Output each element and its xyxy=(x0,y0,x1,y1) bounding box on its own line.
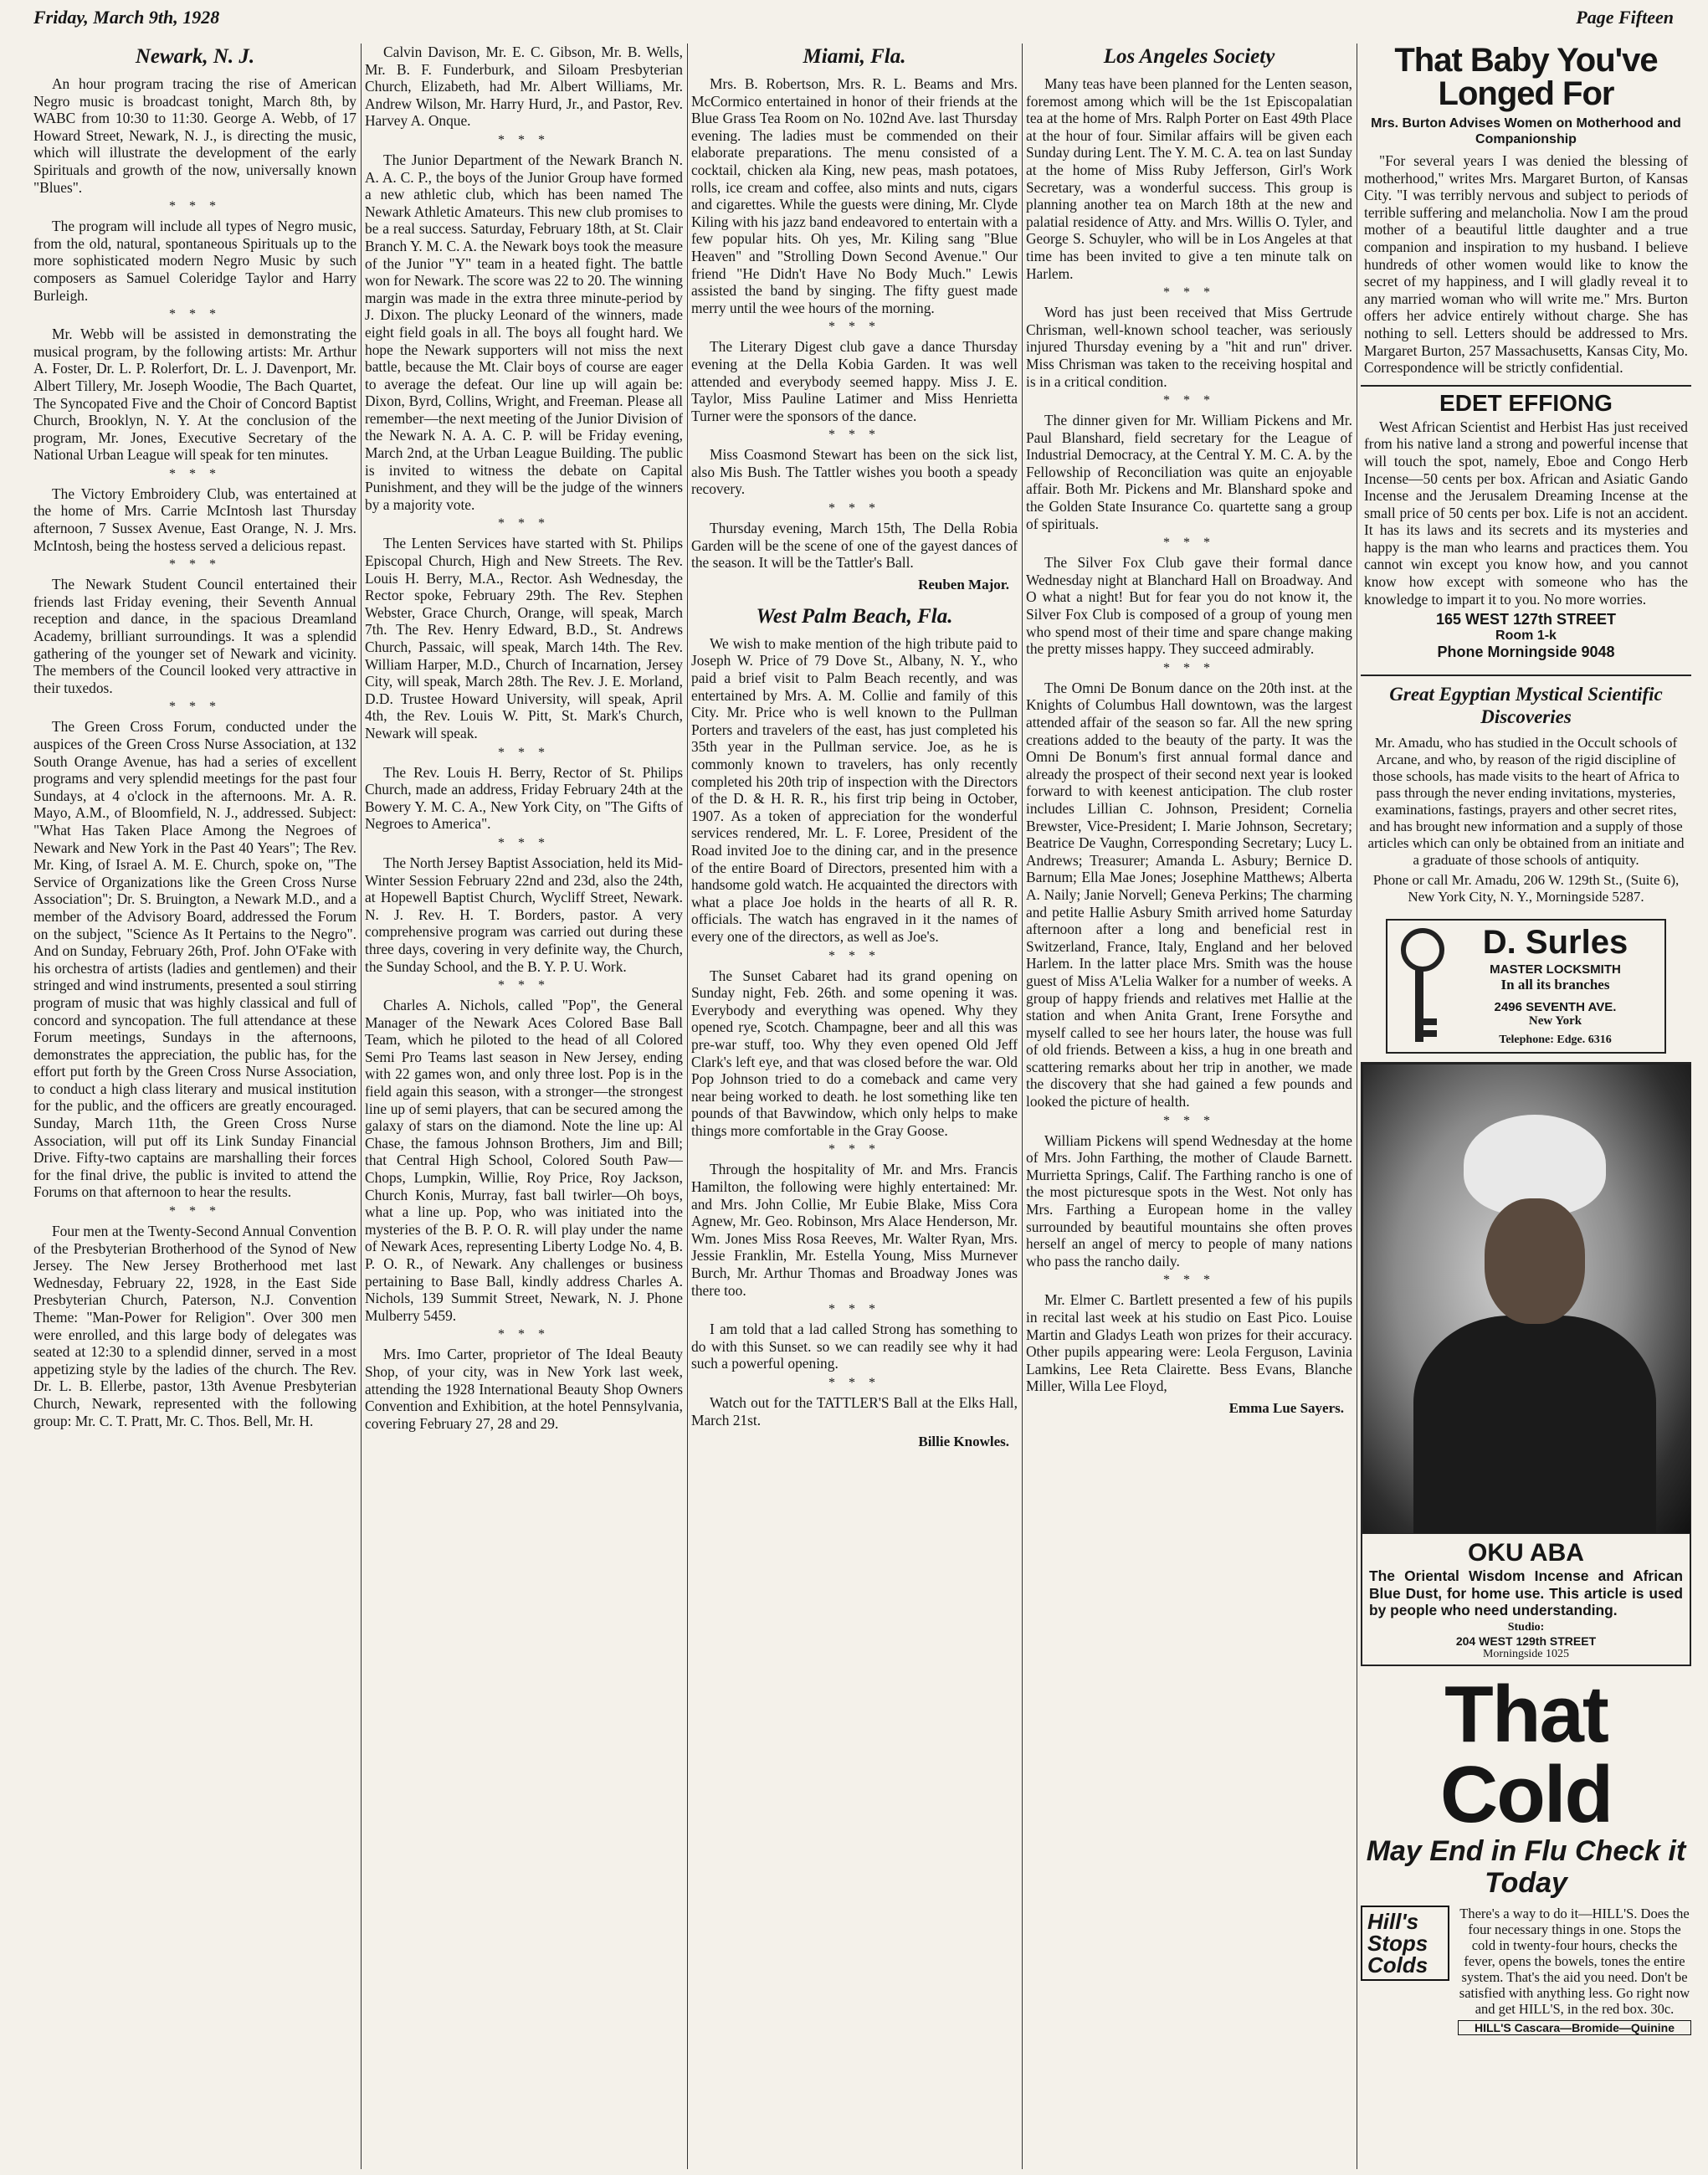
ad-oku-aba-studio: Studio: xyxy=(1507,1621,1545,1634)
article-paragraph: An hour program tracing the rise of American Negro music is broadcast tonight, March 8th, by WABC from 10:30 to 11:30. George A. Webb, of 17 Howard Street, Newark, N. J., is directing the music, which will illustrate the development of the early Spirituals and growth of the now, universally known "Blues". xyxy=(33,75,356,196)
article-paragraph: The Rev. Louis H. Berry, Rector of St. Philips Church, made an address, Friday February 24th at the Bowery Y. M. C. A., New York City, on "The Gifts of Negroes to America". xyxy=(365,763,683,833)
section-title-los-angeles: Los Angeles Society xyxy=(1103,45,1275,68)
ad-edet-effiong xyxy=(1361,385,1691,667)
separator: * * * xyxy=(828,948,880,963)
ad-oku-aba-address: 204 WEST 129th STREET xyxy=(1455,1634,1597,1649)
column-los-angeles xyxy=(1026,44,1352,2169)
article-paragraph: Many teas have been planned for the Lenten season, foremost among which will be the 1st Episcopalatian tea at the home of Mrs. Ralph Porter on East 49th Place at the hour of four. Similar affairs will be given each Sunday during Lent. The Y. M. C. A. tea on last Sunday at the home of Miss Ruby Jefferson, Girl's Work Secretary, was a wonderful success. This group is planning another tea on March 18th at the new and palatial residence of Atty. and Mrs. Willis O. Tyler, and George S. Schuyler, who will be in Los Angeles at that time has been invited to give a ten minute talk on Harlem. xyxy=(1026,75,1352,282)
separator: * * * xyxy=(498,132,550,147)
column-rule xyxy=(687,44,688,2169)
page-header xyxy=(33,7,1674,40)
separator: * * * xyxy=(169,466,221,481)
column-rule xyxy=(1022,44,1023,2169)
article-paragraph: Charles A. Nichols, called "Pop", the General Manager of the Newark Aces Colored Base Ball Team, which he piloted to the head of all Colored Semi Pro Teams last season in New Jersey, ending with 22 games won, and only three lost. Pop is in the field again this season, with a stronger—the strongest line up of semi players, that can be secured among the galaxy of stars on the diamond. Note the line up: Al Chase, the famous Johnson Brothers, Jim and Bill; that Central High School, Colored South Paw—Chops, Lumpkin, Willie, Roy Price, Roy Jackson, Church Konis, Murray, fast ball twirler—Oh boys, what a line up. Pop, who was initiated into the mysteries of the B. P. O. R. will play under the name of Newark Aces, representing Liberty Lodge No. 4, B. P. O. R., of Newark. Any challenges or business pertaining to Base Ball, kindly address Charles A. Nichols, 139 Summit Street, Newark, N. J. Phone Mulberry 5459. xyxy=(365,997,683,1324)
article-paragraph: Mrs. B. Robertson, Mrs. R. L. Beams and Mrs. McCormico entertained in honor of their friends at the Blue Grass Tea Room on No. 102nd Ave. last Thursday evening. The ladies must be commended on their elaborate preparations. The menu consisted of a cocktail, chicken ala King, new peas, mash potatoes, rolls, ice cream and coffee, also mints and nuts, cigars and cigarettes. While the guests were dining, Mr. Clyde Kiling with his jazz band endeavored to entertain with a few popular hits. Oh yes, Mr. Kiling sang "Blue Heaven" and "Strolling Down Second Avenue." Our friend "He Didn't Have No Body Much." Lewis assisted the band by singing. The fifty guest made merry until the wee hours of the morning. xyxy=(691,75,1018,316)
article-paragraph: Through the hospitality of Mr. and Mrs. Francis Hamilton, the following were highly entertained: Mr. and Mrs. John Collie, Mr Eubie Blake, Miss Cora Agnew, Mr. Geo. Robinson, Mrs Alace Henderson, Mr. Wm. Jones Miss Rosa Reeves, Mr. Walter Ryan, Mrs. Jessie Franklin, Mr. Estella Young, Miss Murnever Burch, Mr. Arthur Thomas and Broadway Jones was there too. xyxy=(691,1161,1018,1299)
ad-oku-aba-body: The Oriental Wisdom Incense and African Blue Dust, for home use. This article is used by people who need understanding. xyxy=(1369,1567,1683,1619)
ad-oku-aba xyxy=(1361,1062,1691,1666)
article-paragraph: The Victory Embroidery Club, was entertained at the home of Mrs. Carrie McIntosh last Thursday afternoon, 7 Sussex Avenue, East Orange, N. J. Mrs. McIntosh, being the hostess served a delicious repast. xyxy=(33,485,356,554)
ad-cold-subtitle: May End in Flu Check it Today xyxy=(1366,1835,1686,1900)
separator: * * * xyxy=(828,1142,880,1157)
ad-egypt-title: Great Egyptian Mystical Scientific Discoveries xyxy=(1389,684,1663,728)
section-title-newark: Newark, N. J. xyxy=(135,45,255,68)
ad-edet-phone: Phone Morningside 9048 xyxy=(1437,644,1615,661)
column-newark-continued xyxy=(365,44,683,2169)
article-paragraph: The Literary Digest club gave a dance Thursday evening at the Della Kobia Garden. It was well attended and everybody seemed happy. Miss J. E. Taylor, Miss Pauline Latimer and Miss Henrietta Turner were the sponsors of the dance. xyxy=(691,338,1018,424)
page-number: Page Fifteen xyxy=(1576,7,1674,28)
article-paragraph: The Green Cross Forum, conducted under the auspices of the Green Cross Nurse Association, at 132 South Orange Avenue, has had a series of excellent programs and very splendid meetings for the past four Sundays, at 4 o'clock in the afternoons. Mr. A. R. Mayo, A.M., of Bloomfield, N. J., addressed. Subject: "What Has Taken Place Among the Negroes of Newark and New York in the Past 40 Years"; The Rev. Mr. King, of Israel A. M. E. Church, spoke on, "The Service of Organizations like the Green Cross Nurse Association"; Dr. S. Bruington, a Newark M.D., and a member of the Advisory Board, addressed the Forum on the subject, "Science As It Pertains to the Negro". And on Sunday, February 26th, Prof. John O'Fake with his orchestra of artists (ladies and gentlemen) and their stringed and wind instruments, presented a soul stirring program of music that was highly classical and full of concord and syncopation. The full attendance at these Forum meetings, Sundays in the afternoons, demonstrates the appreciation, the public has, for the effort put forth by the Green Cross Nurse Association, to conduct a high class literary and musical institution for the public, and the officers are greatly encouraged. Sunday, March 11th, the Green Cross Nurse Association, will put off its Link Sunday Financial Drive. Fifty-two captains are marshalling their forces for the final drive, the public is invited to attend the Forums on that afternoon to hear the results. xyxy=(33,718,356,1201)
ad-egypt-body: Mr. Amadu, who has studied in the Occult schools of Arcane, and who, by reason of the rigid discipline of those schools, has made visits to the heart of Africa to pass through the never ending invitations, mysteries, examinations, fastings, prayers and other secret rites, and has brought new information and a supply of those articles which can only be obtained from an initiate and a graduate of those schools of antiquity. xyxy=(1367,735,1685,869)
ad-baby-subtitle: Mrs. Burton Advises Women on Motherhood and Companionship xyxy=(1371,116,1681,146)
separator: * * * xyxy=(498,978,550,993)
ad-surles-name: D. Surles xyxy=(1482,924,1628,962)
article-paragraph: The program will include all types of Negro music, from the old, natural, spontaneous Spirituals up to the more sophisticated modern Negro Music by such composers as Samuel Coleridge Taylor and Harry Burleigh. xyxy=(33,218,356,304)
article-paragraph: Miss Coasmond Stewart has been on the sick list, also Mis Bush. The Tattler wishes you booth a speady recovery. xyxy=(691,446,1018,498)
column-rule xyxy=(361,44,362,2169)
ad-edet-address: 165 WEST 127th STREET xyxy=(1435,611,1617,628)
separator: * * * xyxy=(169,557,221,572)
byline: Billie Knowles. xyxy=(918,1434,1009,1450)
ad-oku-aba-phone: Morningside 1025 xyxy=(1482,1648,1570,1661)
separator: * * * xyxy=(169,700,221,715)
ad-surles-address: 2496 SEVENTH AVE. xyxy=(1494,1000,1617,1015)
byline: Emma Lue Sayers. xyxy=(1228,1399,1344,1416)
separator: * * * xyxy=(1163,1113,1215,1128)
ad-surles-line2: In all its branches xyxy=(1500,977,1610,993)
article-paragraph: We wish to make mention of the high tribute paid to Joseph W. Price of 79 Dove St., Albany, N. Y., who paid a brief visit to Palm Beach recently, and was entertained by Mrs. A. M. Collie and family of this City. Mr. Price who is well known to the Pullman Porters and travelers of the east, has just completed his 35th year in the Pullman service. Joe, as he is commonly known to travelers, has only recently completed his 20th trip of inspection with the Directors of the D. & H. R. R., his first trip being in October, 1907. As a token of appreciation for the wonderful services rendered, Mr. L. F. Loree, President of the Road invited Joe to the dining car, and in the presence of the entire Board of Directors, presented him with a handsome gold watch. He acquainted the directors with what a place Joe holds in the hearts of all R. R. officials. The watch has engraved in it the names of every one of the directors, as well as Joe's. xyxy=(691,634,1018,945)
article-paragraph: The Omni De Bonum dance on the 20th inst. at the Knights of Columbus Hall downtown, was the largest attended affair of the season so far. All the new spring creations added to the beauty of the party. It was the Omni De Bonum's first annual formal dance and already the prospect of their second next year is looked forward to with keenest anticipation. The club roster includes Lillian C. Johnson, President; Cornelia Brewster, Vice-President; I. Marie Johnson, Secretary; Beatrice De Vaughn, Corresponding Secretary; Lucy L. Andrews; Treasurer; Amanda L. Asbury; Bernice D. Barnum; Ella Mae Jones; Josephine Matthews; Alberta A. Naily; Janie Norvell; Geneva Perkins; The charming and petite Hallie Asbury Smith arrived home Saturday afternoon after a long and beneficial rest in Switzerland, France, Italy, England and her beloved Harlem. In the latter place Mrs. Smith was the house guest of Miss A'Lelia Walker for a number of weeks. A group of happy friends and relatives met Hallie at the station and when Anita Grant, Irene Forsythe and myself called to see her hours later, the house was full of old friends. Between a kiss, a hug in one breath and scattering remarks about her trip in another, we made the discovery that she had gained a few pounds and looked the picture of health. xyxy=(1026,679,1352,1111)
separator: * * * xyxy=(498,745,550,760)
separator: * * * xyxy=(1163,285,1215,300)
article-paragraph: Mr. Webb will be assisted in demonstrating the musical program, by the following artists: Mr. Arthur A. Foster, Dr. L. P. Rolerfort, Dr. L. J. Davenport, Mr. Albert Tillery, Mr. Joseph Woodie, The Bach Quartet, The Syncopated Five and the Choir of Concord Baptist Church, Brooklyn, N. Y. At the conclusion of the program, Mr. Jones, Executive Secretary of the National Urban League will speak for ten minutes. xyxy=(33,326,356,464)
hills-brand-badge: Hill's Stops Colds xyxy=(1361,1906,1449,1981)
separator: * * * xyxy=(1163,1273,1215,1288)
column-newark xyxy=(33,44,356,2169)
ad-surles-phone: Telephone: Edge. 6316 xyxy=(1499,1034,1612,1047)
separator: * * * xyxy=(498,835,550,850)
article-paragraph: The Junior Department of the Newark Branch N. A. A. C. P., the boys of the Junior Group have formed a new athletic club, which has been named The Newark Athletic Amateurs. This new club promises to be a real success. Saturday, February 18th, at St. Clair Branch Y. M. C. A. the Newark boys took the measure of the Junior "Y" team in a heated fight. The battle won for Newark. The score was 22 to 20. The winning margin was made in the extra three minute-period by J. Dixon. The plucky Leonard of the winners, made eight field goals in all. The boys all fought hard. We hope the Newark supporters will not miss the next battle, because the Mt. Clair boys of course are eager to average the defeat. Our line up will again be: Dixon, Byrd, Collins, Wright, and Freeman. Please all remember—the next meeting of the Junior Division of the Newark N. A. A. C. P. will be Friday evening, March 2nd, at the Urban League Building. The public is invited to witness the debate on Capital Punishment, and they will be the judge of the winners by a majority vote. xyxy=(365,151,683,513)
article-paragraph: Watch out for the TATTLER'S Ball at the Elks Hall, March 21st. xyxy=(691,1394,1018,1429)
ad-cold-title: That Cold xyxy=(1439,1670,1613,1840)
key-icon xyxy=(1394,928,1444,1045)
separator: * * * xyxy=(1163,536,1215,551)
ad-oku-aba-title: OKU ABA xyxy=(1468,1539,1584,1567)
article-paragraph: Word has just been received that Miss Gertrude Chrisman, well-known school teacher, was seriously injured Thursday evening by a "hit and run" driver. Miss Chrisman was taken to the receiving hospital and is in a critical condition. xyxy=(1026,304,1352,390)
separator: * * * xyxy=(828,1302,880,1317)
article-paragraph: The North Jersey Baptist Association, held its Mid-Winter Session February 22nd and 23d, also the 24th, at Hopewell Baptist Church, Wycliff Street, Newark. N. J. Rev. H. T. Borders, pastor. A very comprehensive program was carried out during these three days, covering in very definite way, the Church, the Sunday School, and the B. Y. P. U. Work. xyxy=(365,854,683,975)
ad-surles-line1: MASTER LOCKSMITH xyxy=(1490,962,1621,977)
byline: Reuben Major. xyxy=(918,576,1009,592)
ad-surles-city: New York xyxy=(1528,1014,1582,1029)
article-paragraph: William Pickens will spend Wednesday at the home of Mrs. John Farthing, the mother of Claude Barnett. Murrietta Springs, Calif. The Farthing rancho is one of the most picturesque spots in the West. Not only has Mrs. Farthing a European home in the valley surrounded by beautiful mountains she often proves herself an angel of mercy to people of many nations who pass the rancho daily. xyxy=(1026,1131,1352,1270)
ad-cold-footer: HILL'S Cascara—Bromide—Quinine xyxy=(1458,2020,1691,2035)
oku-aba-portrait xyxy=(1362,1064,1691,1534)
separator: * * * xyxy=(169,1204,221,1219)
section-title-miami: Miami, Fla. xyxy=(803,45,906,68)
article-paragraph: The Newark Student Council entertained their friends last Friday evening, their Seventh Annual reception and dance, in the spacious Dreamland Academy, brilliant surroundings. It was a splendid gathering of the younger set of Newark and vicinity. The members of the Council looked very attractive in their tuxedos. xyxy=(33,576,356,696)
separator: * * * xyxy=(169,199,221,214)
ad-egyptian-discoveries xyxy=(1361,675,1691,911)
separator: * * * xyxy=(498,1327,550,1342)
issue-date: Friday, March 9th, 1928 xyxy=(33,7,220,28)
section-title-west-palm-beach: West Palm Beach, Fla. xyxy=(756,604,953,628)
article-paragraph: The dinner given for Mr. William Pickens and Mr. Paul Blanshard, field secretary for the League of Industrial Democracy, at the Central Y. M. C. A. by the Fellowship of Reconciliation was quite an enjoyable affair. Both Mr. Pickens and Mr. Blanshard spoke and the Golden State Insurance Co. quartette sang a group of spirituals. xyxy=(1026,412,1352,532)
column-advertisements xyxy=(1361,44,1691,2169)
separator: * * * xyxy=(498,516,550,531)
ad-baby-title: That Baby You've Longed For xyxy=(1394,44,1658,112)
ad-baby xyxy=(1361,44,1691,377)
ad-egypt-contact: Phone or call Mr. Amadu, 206 W. 129th St., (Suite 6), New York City, N. Y., Morningside 5287. xyxy=(1372,872,1680,905)
separator: * * * xyxy=(828,501,880,516)
article-paragraph: Four men at the Twenty-Second Annual Convention of the Presbyterian Brotherhood of the Synod of New Jersey. The New Jersey Brotherhood met last Wednesday, February 22, 1928, in the East Side Presbyterian Church, Paterson, N.J. Convention Theme: "Man-Power for Religion". Over 300 men were enrolled, and this large body of delegates was seated at 12:30 to a splendid dinner, served in a most appetizing style by the ladies of the church. The Rev. Dr. L. B. Ellerbe, pastor, 13th Avenue Presbyterian Church, Newark, represented with the following group: Mr. C. T. Pratt, Mr. C. Thos. Bell, Mr. H. xyxy=(33,1223,356,1429)
article-paragraph: Mrs. Imo Carter, proprietor of The Ideal Beauty Shop, of your city, was in New York last week, attending the 1928 International Beauty Shop Owners Convention and Exhibition, at the hotel Pennsylvania, covering February 27, 28 and 29. xyxy=(365,1346,683,1432)
separator: * * * xyxy=(169,307,221,322)
article-paragraph: The Sunset Cabaret had its grand opening on Sunday night, Feb. 26th. and some opening it was. Everybody and everything was opened. Why they opened rye, Scotch. Champagne, beer and all this was pre-war stuff, too. Why they even opened Old Jeff Clark's left eye, and that was closed before the war. Old Pop Johnson tried to do a comeback and came very near being worked to death. he lost something like ten pounds of that Bavwindow, which only helps to make things more comfortable in the Gray Goose. xyxy=(691,967,1018,1139)
ad-baby-body: "For several years I was denied the blessing of motherhood," writes Mrs. Margaret Burton, of Kansas City. "I was terribly nervous and subject to periods of terrible suffering and melancholia. Now I am the proud mother of a beautiful little daughter and a true companion and inspiration to my husband. I believe hundreds of other women would like to know the secret of my happiness, and I will gladly reveal it to any married woman who will write me." Mrs. Burton offers her advice entirely without charge. She has nothing to sell. Letters should be addressed to Mrs. Margaret Burton, 257 Massachusetts, Kansas City, Mo. Correspondence will be strictly confidential. xyxy=(1364,152,1688,377)
ad-edet-title: EDET EFFIONG xyxy=(1439,389,1613,416)
article-paragraph: Calvin Davison, Mr. E. C. Gibson, Mr. B. Wells, Mr. B. F. Funderburk, and Siloam Presbyterian Church, Elizabeth, had Mr. Albert Williams, Mr. Andrew Wilson, Mr. Harry Hurd, Jr., and Pastor, Rev. Harvey A. Onque. xyxy=(365,44,683,130)
ad-that-cold xyxy=(1361,1670,1691,2035)
separator: * * * xyxy=(828,428,880,443)
column-florida xyxy=(691,44,1018,2169)
article-paragraph: The Lenten Services have started with St. Philips Episcopal Church, High and New Streets. The Rev. Louis H. Berry, M.A., Rector. Ash Wednesday, the Rector spoke, February 29th. The Rev. Stephen Webster, Grace Church, Orange, will speak, March 7th. The Rev. Henry Edward, B.D., St. Andrews Church, Passaic, will speak, March 14th. The Rev. William Harper, M.D., Church of Incarnation, Jersey City, will speak, March 28th. The Rev. J. E. Morland, D.D. Trustee Howard University, will speak, April 4th, the Rev. Louis W. Pitt, St. Mark's Church, Newark will speak. xyxy=(365,535,683,741)
ad-edet-room: Room 1-k xyxy=(1495,628,1557,644)
ad-cold-body: There's a way to do it—HILL'S. Does the four necessary things in one. Stops the cold in twenty-four hours, checks the fever, opens the bowels, tones the entire system. That's the aid you need. Don't be satisfied with anything less. Go right now and get HILL'S, in the red box. 30c. xyxy=(1459,1906,1690,2018)
article-paragraph: I am told that a lad called Strong has something to do with this Sunset. so we can readily see why it had such a powerful opening. xyxy=(691,1321,1018,1372)
article-paragraph: Mr. Elmer C. Bartlett presented a few of his pupils in recital last week at his studio on East Pico. Louise Martin and Gladys Leath won prizes for their accuracy. Other pupils appearing were: Leola Ferguson, Lavinia Lamkins, Lee Reta Clairette. Bess Evans, Blanche Miller, Willa Lee Floyd, xyxy=(1026,1291,1352,1395)
separator: * * * xyxy=(828,1376,880,1390)
separator: * * * xyxy=(1163,393,1215,408)
article-paragraph: Thursday evening, March 15th, The Della Robia Garden will be the scene of one of the gayest dances of the season. It will be the Tattler's Ball. xyxy=(691,520,1018,572)
separator: * * * xyxy=(1163,660,1215,675)
ad-d-surles xyxy=(1386,919,1666,1054)
separator: * * * xyxy=(828,320,880,335)
ad-edet-body: West African Scientist and Herbist Has just received from his native land a strong and powerful incense that will touch the spot, namely, Eboe and Congo Herb Incense—50 cents per box. African and Asiatic Gando Incense and the Jerusalem Dreaming Incense at the small price of 50 cents per box. Life is not an accident. It has its laws and its secrets and its mysteries and happy is the man who learns and practices them. You cannot win except you know how, and you cannot know how except with someone who has the knowledge to impart it to you. No more worries. xyxy=(1364,418,1688,608)
article-paragraph: The Silver Fox Club gave their formal dance Wednesday night at Blanchard Hall on Broadway. And O what a night! But for fear you do not know it, the Silver Fox Club is composed of a group of young men who spend most of their time and spare change making the pretty misses happy. They succeed admirably. xyxy=(1026,554,1352,658)
